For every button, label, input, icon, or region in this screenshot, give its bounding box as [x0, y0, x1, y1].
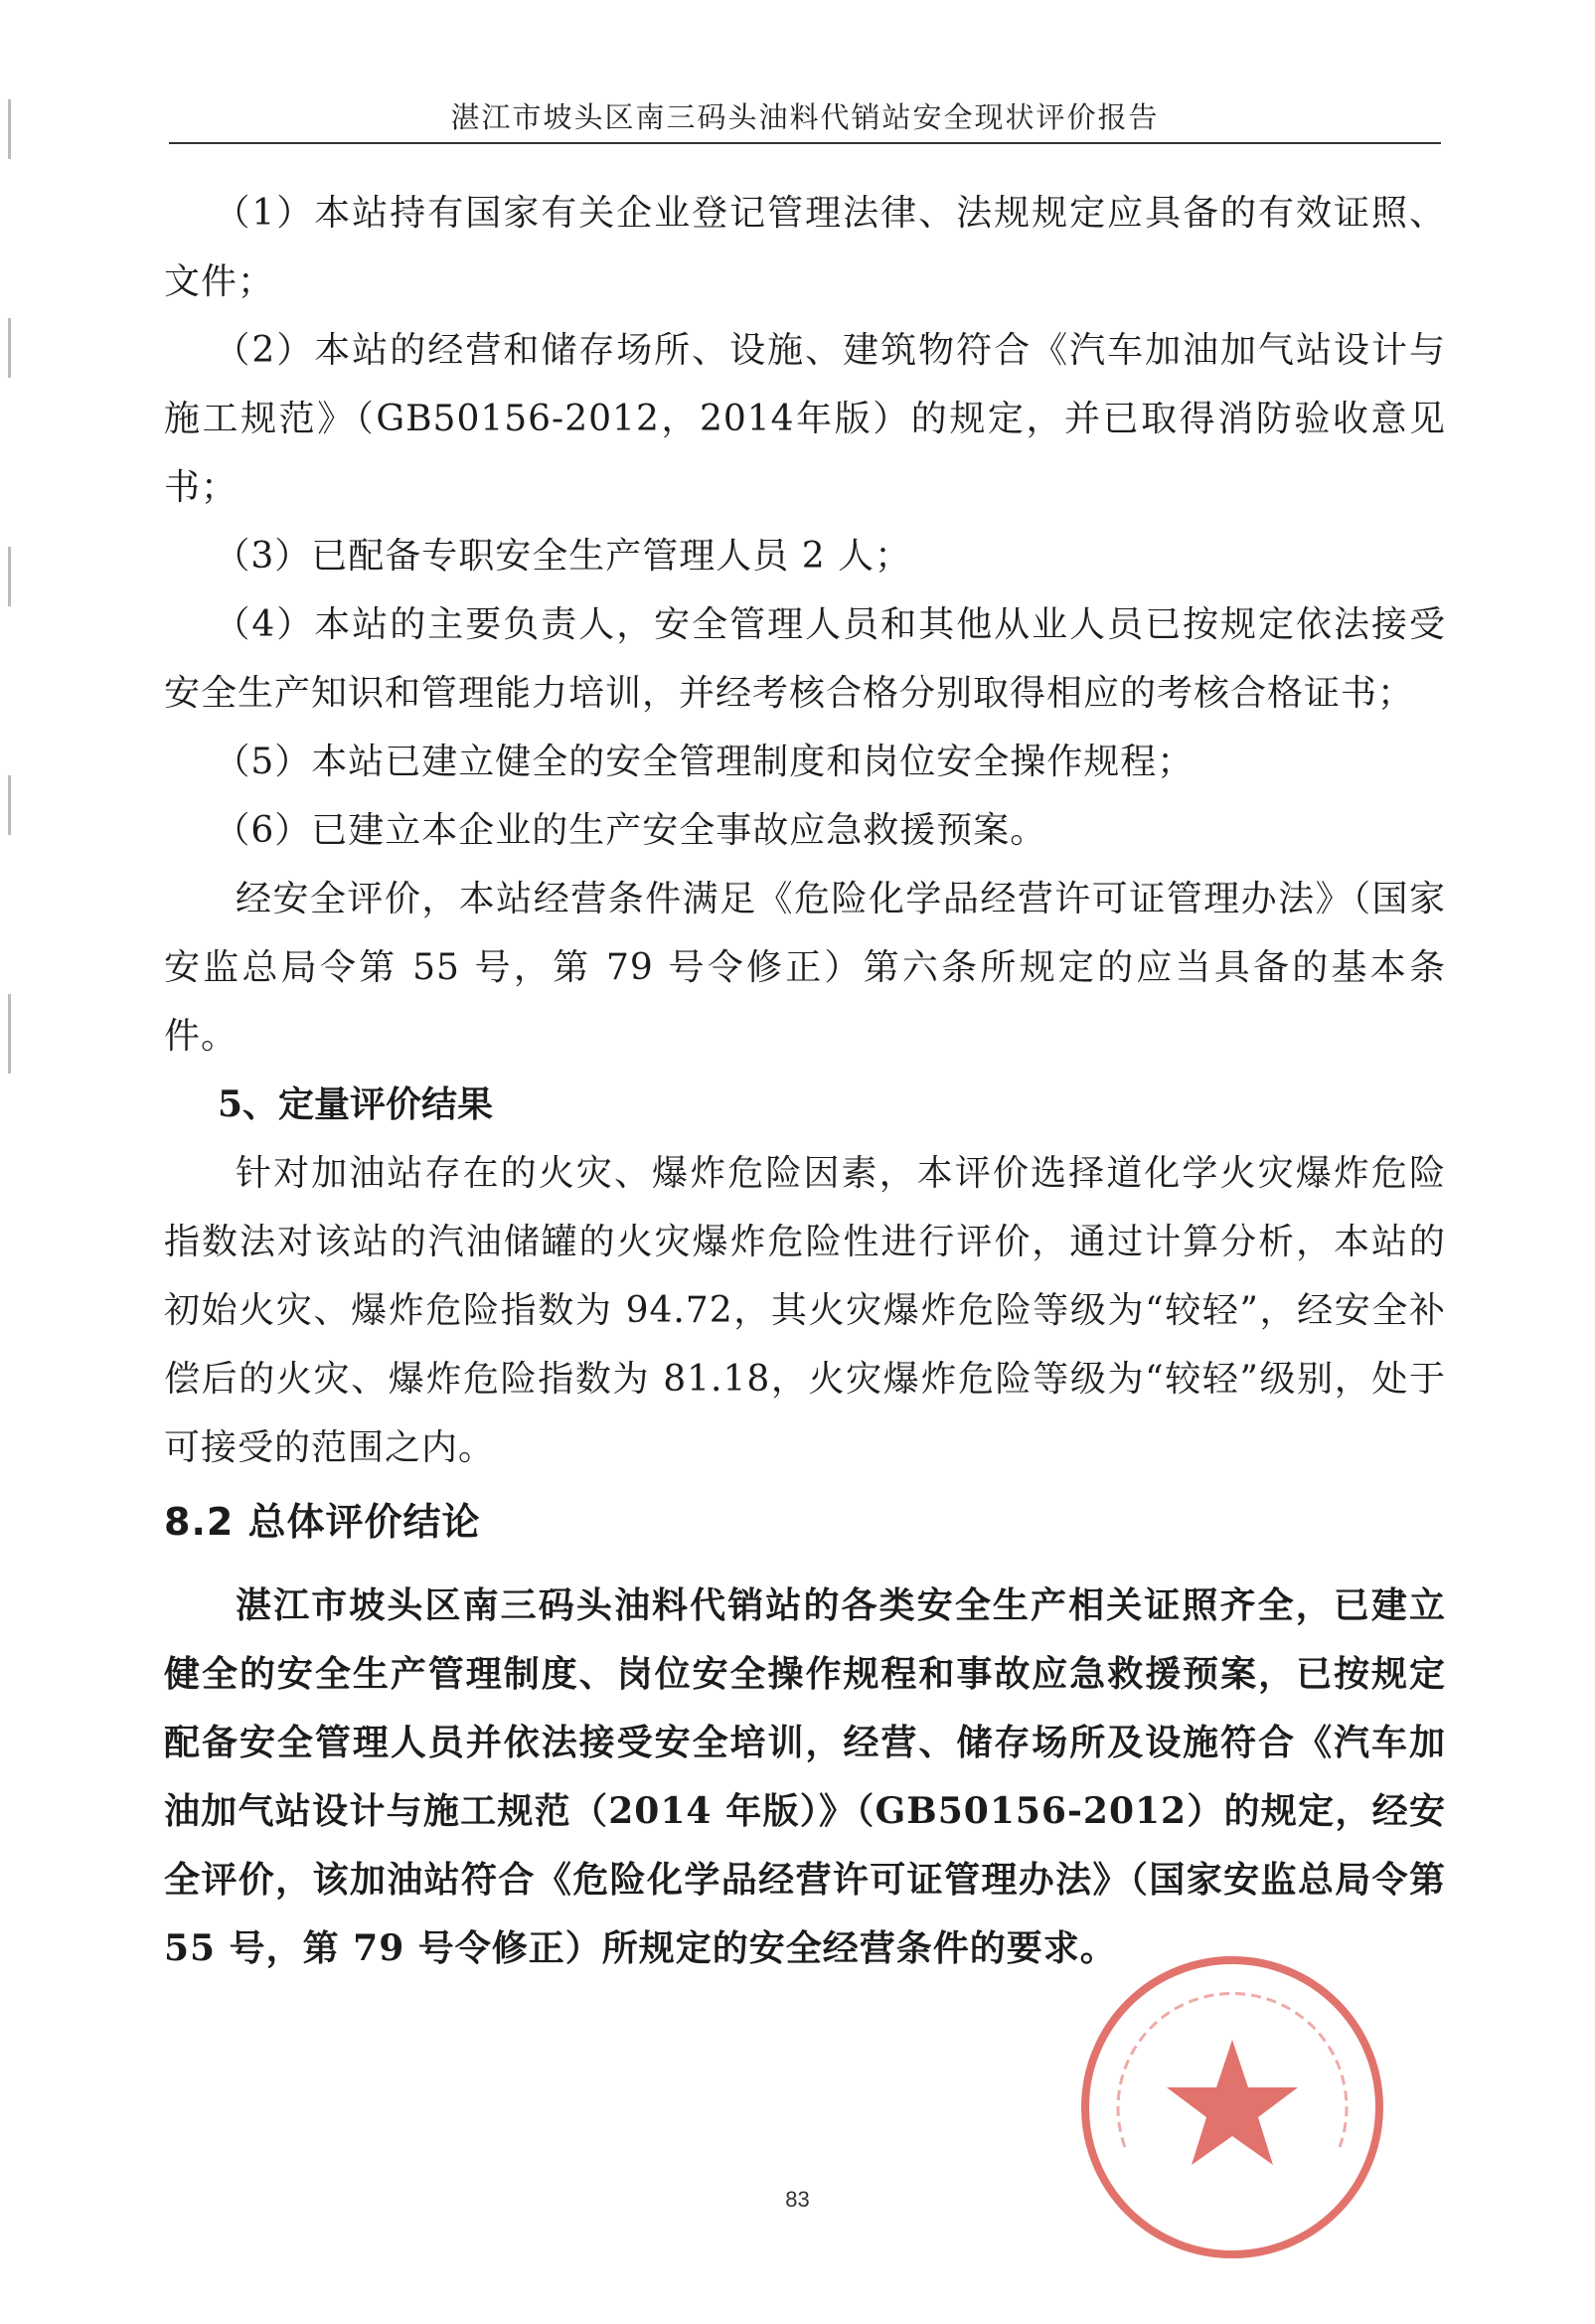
body-text: [164, 179, 1446, 1983]
page-number: 83: [785, 2187, 810, 2212]
star-icon: [1167, 2040, 1298, 2165]
margin-mark: [8, 775, 11, 835]
section-8-2-paragraph: 湛江市坡头区南三码头油料代销站的各类安全生产相关证照齐全，已建立健全的安全生产管理制度、岗位安全操作规程和事故应急救援预案，已按规定配备安全管理人员并依法接受安全培训，经营、储存场所及设施符合《汽车加油加气站设计与施工规范（2014 年版）》（GB50156-2012）的规定，经安全评价，该加油站符合《危险化学品经营许可证管理办法》（国家安监总局令第 55 号，第 79 号令修正）所规定的安全经营条件的要求。: [164, 1584, 1446, 1969]
list-item: （2）本站的经营和储存场所、设施、建筑物符合《汽车加油加气站设计与施工规范》（GB50156-2012，2014年版）的规定，并已取得消防验收意见书；: [164, 330, 1446, 508]
list-item: （4）本站的主要负责人，安全管理人员和其他从业人员已按规定依法接受安全生产知识和管理能力培训，并经考核合格分别取得相应的考核合格证书；: [164, 604, 1446, 714]
conclusion-paragraph: 经安全评价，本站经营条件满足《危险化学品经营许可证管理办法》（国家安监总局令第 55 号，第 79 号令修正）第六条所规定的应当具备的基本条件。: [164, 879, 1446, 1057]
section-8-2-heading: 8.2 总体评价结论: [164, 1500, 481, 1544]
page-header: 湛江市坡头区南三码头油料代销站安全现状评价报告: [450, 100, 1160, 134]
list-item: （5）本站已建立健全的安全管理制度和岗位安全操作规程；: [214, 742, 1195, 782]
list-item: （6）已建立本企业的生产安全事故应急救援预案。: [214, 810, 1047, 851]
margin-mark: [8, 99, 11, 159]
margin-mark: [8, 994, 11, 1074]
section-5-paragraph: 针对加油站存在的火灾、爆炸危险因素，本评价选择道化学火灾爆炸危险指数法对该站的汽油储罐的火灾爆炸危险性进行评价，通过计算分析，本站的初始火灾、爆炸危险指数为 94.72，其火灾爆炸危险等级为“较轻”，经安全补偿后的火灾、爆炸危险指数为 81.18，火灾爆炸危险等级为“较轻”级别，处于可接受的范围之内。: [164, 1153, 1446, 1468]
official-seal: [1073, 1948, 1391, 2266]
margin-mark: [8, 318, 11, 378]
section-5-heading: 5、定量评价结果: [218, 1083, 494, 1125]
header-rule: [169, 142, 1441, 144]
list-item: （1）本站持有国家有关企业登记管理法律、法规规定应具备的有效证照、文件；: [164, 193, 1446, 302]
list-item: （3）已配备专职安全生产管理人员 2 人；: [214, 536, 912, 577]
margin-mark: [8, 547, 11, 606]
